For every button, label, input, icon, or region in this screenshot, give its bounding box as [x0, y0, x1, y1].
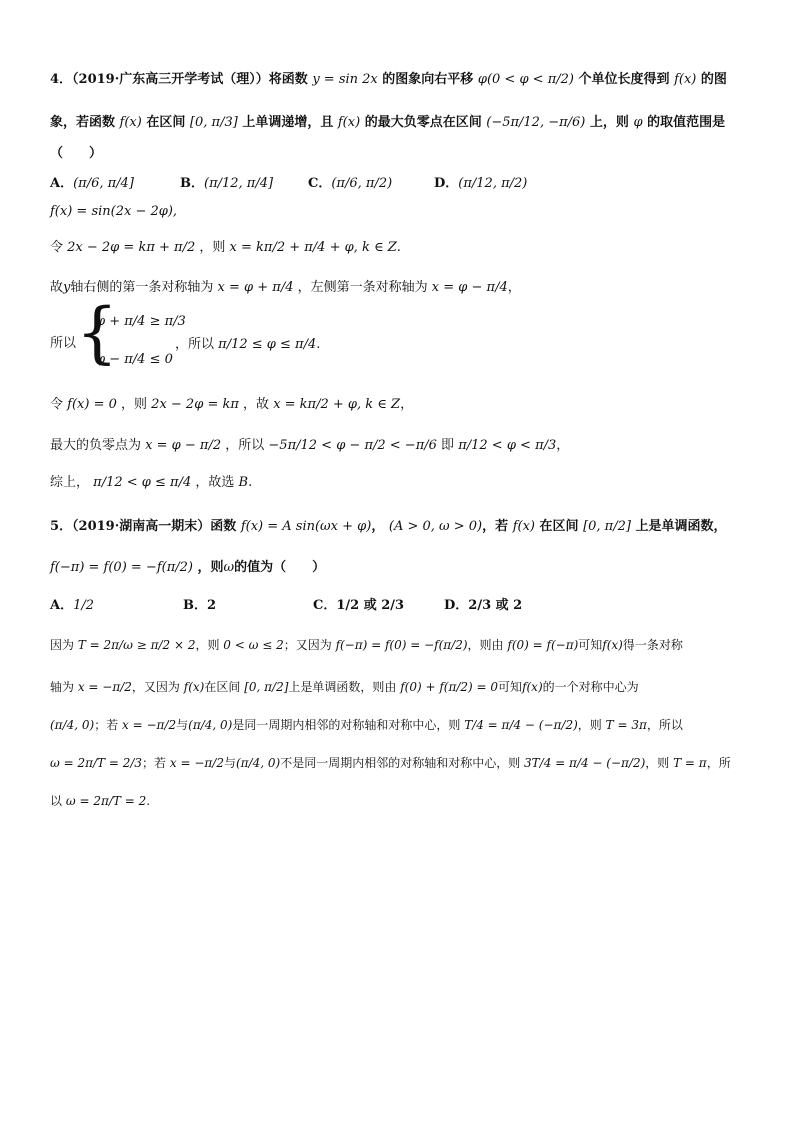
sol-text: ，又因为: [131, 680, 180, 694]
sol-math: 2x − 2φ = kπ: [151, 397, 239, 412]
q4-text: 个单位长度得到: [578, 72, 670, 87]
q5-text: 函数: [210, 519, 237, 534]
q4-sol-line-2: [50, 236, 401, 255]
q5-text: ，: [371, 519, 385, 534]
sol-math: [0, π/2]: [244, 680, 289, 694]
sol-text: 令: [50, 397, 64, 412]
sol-text: ，: [400, 397, 414, 412]
sol-math: 0 < ω ≤ 2: [223, 638, 284, 652]
q4-number: 4．: [50, 72, 73, 87]
sol-text: 轴右侧的第一条对称轴为: [70, 280, 214, 295]
sol-text: 与: [223, 756, 236, 770]
q5-option-c[interactable]: [313, 594, 404, 613]
sol-text: 最大的负零点为: [50, 438, 142, 453]
sol-text: ；又因为: [283, 638, 332, 652]
sol-math: π/12 < φ < π/3: [458, 438, 557, 453]
brace-symbol: {: [76, 294, 118, 371]
q4-text: 的取值范围是: [647, 115, 726, 130]
q4-option-d[interactable]: [434, 172, 527, 191]
option-text: 2: [207, 598, 217, 613]
q4-sol-line-1: f(x) = sin(2x − 2φ),: [50, 204, 178, 219]
option-text: (π/6, π/4]: [73, 176, 134, 191]
q4-text: 上单调递增，且: [242, 115, 334, 130]
q5-math: f(−π) = f(0) = −f(π/2): [50, 560, 193, 575]
option-text: 1/2: [73, 598, 95, 613]
sol-math: f(x): [602, 638, 623, 652]
sol-math: x = kπ/2 + φ, k ∈ Z: [273, 397, 401, 412]
option-text: (π/12, π/2): [458, 176, 528, 191]
option-label: B．: [180, 176, 204, 191]
q5-stem-line-2: [50, 556, 325, 575]
q5-sol-line-4: [50, 754, 731, 771]
q5-option-d[interactable]: [444, 594, 522, 613]
q5-sol-line-1: [50, 636, 683, 653]
sol-math: x = φ − π/4: [431, 280, 508, 295]
q4-system-label: 所以: [50, 336, 77, 351]
q4-fx: f(x): [674, 72, 697, 87]
q4-option-c[interactable]: [308, 172, 392, 191]
sol-math: ω = 2π/T = 2/3: [50, 756, 143, 770]
q5-sol-line-5: [50, 792, 150, 809]
q5-text: 上是单调函数，: [635, 519, 727, 534]
q4-sol-line-5: [50, 393, 413, 412]
q5-text: ，若: [482, 519, 509, 534]
sol-text: 的一个对称中心为: [542, 680, 639, 694]
sol-math: 3T/4 = π/4 − (−π/2): [524, 756, 646, 770]
sol-math: T = 2π/ω ≥ π/2 × 2: [77, 638, 196, 652]
q4-option-b[interactable]: [180, 172, 273, 191]
q4-stem-line-2: [50, 111, 725, 130]
q4-system-row-2: φ − π/4 ≤ 0: [96, 352, 173, 367]
sol-math: f(x): [522, 680, 543, 694]
sol-text: 上是单调函数，则由: [288, 680, 397, 694]
sol-math: π/12 < φ ≤ π/4: [93, 475, 192, 490]
sol-text: 得一条对称: [622, 638, 683, 652]
sol-text: .: [316, 337, 321, 352]
sol-math: B: [238, 475, 249, 490]
sol-math: f(x): [183, 680, 205, 694]
q5-fx: f(x): [512, 519, 535, 534]
q5-cond: (A > 0, ω > 0): [388, 519, 483, 534]
sol-text: ，则: [121, 397, 148, 412]
q5-text: 在区间: [539, 519, 579, 534]
sol-math: f(0) = f(−π): [507, 638, 579, 652]
sol-text: ，: [556, 438, 570, 453]
sol-text: ，则: [577, 718, 602, 732]
q4-interval-1: [0, π/3]: [189, 115, 238, 130]
sol-math: −5π/12 < φ − π/2 < −π/6: [268, 438, 437, 453]
q4-phi: φ: [633, 115, 643, 130]
sol-math: f(−π) = f(0) = −f(π/2): [335, 638, 468, 652]
option-text: (π/12, π/4]: [204, 176, 274, 191]
option-label: D．: [434, 176, 459, 191]
q4-fx: f(x): [119, 115, 142, 130]
sol-text: ，故选: [195, 475, 235, 490]
q4-text: 的图象向右平移: [382, 72, 474, 87]
sol-text: ，左侧第一条对称轴为: [297, 280, 428, 295]
sol-text: 令: [50, 240, 64, 255]
sol-math: 2x − 2φ = kπ + π/2: [67, 240, 196, 255]
sol-text: ，则: [645, 756, 670, 770]
sol-text: 即: [441, 438, 455, 453]
option-label: D．: [444, 598, 469, 613]
sol-math: (π/4, 0): [235, 756, 281, 770]
sol-text: 是同一周期内相邻的对称轴和对称中心，则: [232, 718, 461, 732]
sol-math: π/12 ≤ φ ≤ π/4: [218, 337, 317, 352]
sol-text: ；若: [94, 718, 119, 732]
q5-omega: ω: [223, 560, 235, 575]
q5-text: ，则: [197, 560, 224, 575]
sol-text: ，故: [243, 397, 270, 412]
sol-text: .: [396, 240, 401, 255]
q5-stem-line-1: [50, 515, 726, 534]
sol-text: .: [146, 794, 151, 808]
q4-interval-2: (−5π/12, −π/6): [486, 115, 586, 130]
sol-text: ，所以: [175, 337, 215, 352]
q4-text: 象，若函数: [50, 115, 116, 130]
q4-system-conclusion: [175, 333, 320, 352]
option-label: C．: [313, 598, 337, 613]
sol-text: ；若: [142, 756, 167, 770]
q4-system-row-1: φ + π/4 ≥ π/3: [96, 314, 186, 329]
q4-shift-cond: φ(0 < φ < π/2): [477, 72, 574, 87]
q4-answer-paren: （ ）: [50, 146, 103, 161]
option-label: C．: [308, 176, 332, 191]
q4-text: 在区间: [146, 115, 186, 130]
option-label: B．: [183, 598, 207, 613]
q4-sol-line-7: [50, 471, 252, 490]
q5-sol-line-3: [50, 716, 683, 733]
option-text: (π/6, π/2): [331, 176, 393, 191]
q5-text: 的值为（ ）: [234, 560, 326, 575]
sol-math: x = −π/2: [169, 756, 224, 770]
sol-text: 与: [176, 718, 189, 732]
q4-sol-line-6: [50, 434, 569, 453]
sol-text: 可知: [498, 680, 523, 694]
sol-text: ，所以: [225, 438, 265, 453]
q5-interval: [0, π/2]: [583, 519, 631, 534]
q5-source: （2019·湖南高一期末）: [72, 519, 211, 534]
q4-text: 的最大负零点在区间: [364, 115, 482, 130]
q5-func: f(x) = A sin(ωx + φ): [240, 519, 372, 534]
q4-text: 上，则: [589, 115, 629, 130]
sol-math: x = kπ/2 + π/4 + φ, k ∈ Z: [229, 240, 397, 255]
sol-math: T = π: [673, 756, 707, 770]
sol-text: 不是同一周期内相邻的对称轴和对称中心，则: [280, 756, 521, 770]
sol-math: x = φ + π/4: [217, 280, 294, 295]
q4-func: y = sin 2x: [312, 72, 378, 87]
sol-text: .: [248, 475, 253, 490]
sol-text: ，则: [199, 240, 226, 255]
q4-text: 将函数: [268, 72, 308, 87]
sol-math: y: [63, 280, 71, 295]
q5-option-b[interactable]: [183, 594, 216, 613]
sol-math: T/4 = π/4 − (−π/2): [464, 718, 578, 732]
q5-number: 5．: [50, 519, 73, 534]
q4-text: 的图: [700, 72, 727, 87]
q4-stem-line-1: [50, 68, 727, 87]
sol-text: ，所: [706, 756, 731, 770]
q4-sol-line-3: [50, 276, 521, 295]
sol-text: ，则: [195, 638, 220, 652]
sol-text: ，所以: [646, 718, 683, 732]
option-text: 2/3 或 2: [468, 598, 523, 613]
option-label: A．: [50, 176, 74, 191]
sol-math: x = φ − π/2: [145, 438, 222, 453]
sol-math: T = 3π: [605, 718, 647, 732]
sol-text: 故: [50, 280, 64, 295]
option-text: 1/2 或 2/3: [336, 598, 405, 613]
q4-source: （2019·广东高三开学考试（理））: [72, 72, 269, 87]
sol-math: ω = 2π/T = 2: [65, 794, 147, 808]
q5-sol-line-2: [50, 678, 639, 695]
sol-text: 轴为: [50, 680, 75, 694]
sol-text: 综上，: [50, 475, 90, 490]
sol-text: 因为: [50, 638, 75, 652]
sol-text: 在区间: [204, 680, 241, 694]
sol-math: f(x) = 0: [67, 397, 117, 412]
sol-text: ，: [507, 280, 521, 295]
q4-fx: f(x): [337, 115, 361, 130]
q4-option-a[interactable]: [50, 172, 134, 191]
sol-math: (π/4, 0): [50, 718, 95, 732]
sol-math: x = −π/2: [77, 680, 132, 694]
sol-text: ，则由: [467, 638, 504, 652]
sol-math: f(0) + f(π/2) = 0: [400, 680, 499, 694]
sol-text: 以: [50, 794, 63, 808]
sol-text: 可知: [578, 638, 603, 652]
q5-option-a[interactable]: [50, 594, 94, 613]
sol-math: (π/4, 0): [188, 718, 233, 732]
option-label: A．: [50, 598, 74, 613]
sol-math: x = −π/2: [122, 718, 177, 732]
